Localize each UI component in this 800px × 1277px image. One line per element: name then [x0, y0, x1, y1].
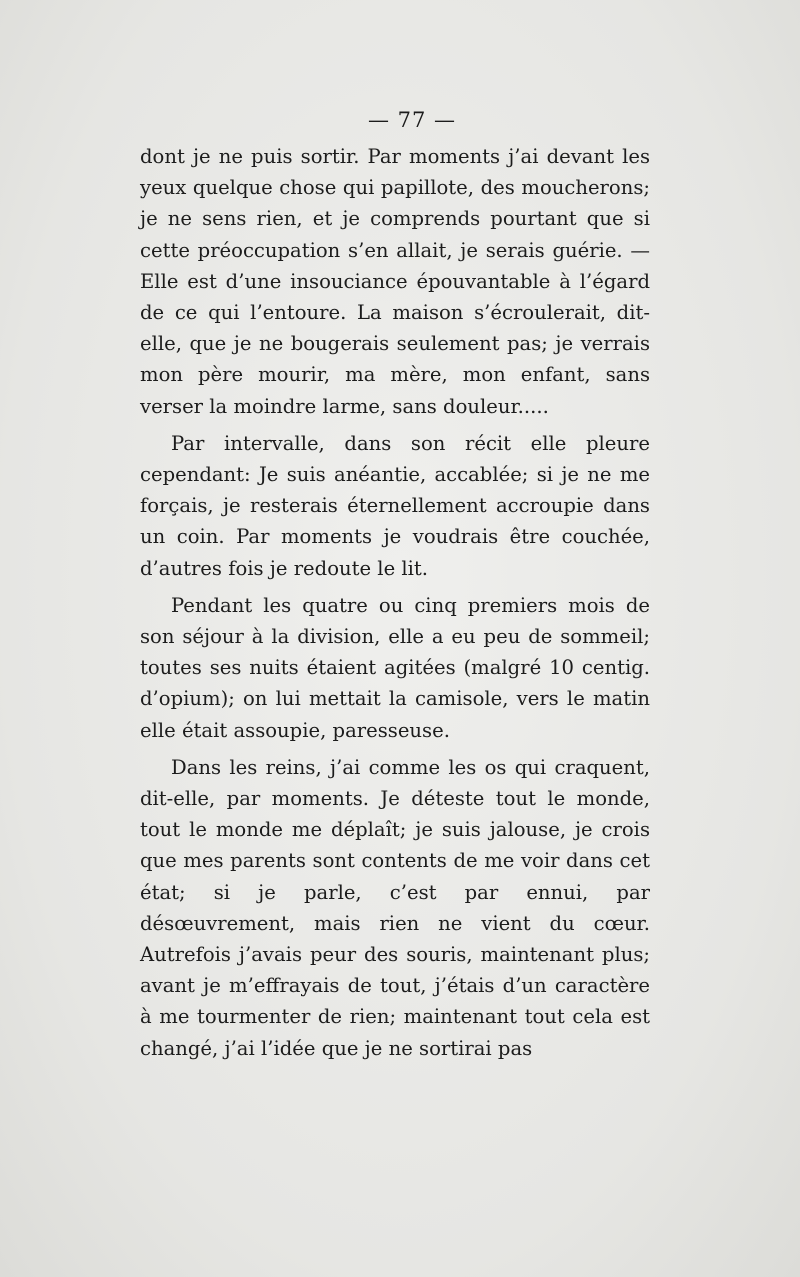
page-number: — 77 — [367, 108, 457, 132]
paragraph-continued: dont je ne puis sortir. Par moments j’ai devant les yeux quelque chose qui papillote, des moucherons; je ne sens rien, et je comprends pourtant que si cette préoccupation s’en allait, je serais guérie. — Elle est d’une insouciance épouvantable à l’égard de ce qui l’entoure. La maison s’écroulerait, dit-elle, que je ne bougerais seulement pas; je verrais mon père mourir, ma mère, mon enfant, sans verser la moindre larme, sans douleur..... [140, 145, 650, 418]
paragraph: Par intervalle, dans son récit elle pleure cependant: Je suis anéantie, accablée; si je ne me forçais, je resterais éternellement accroupie dans un coin. Par moments je voudrais être couchée, d’autres fois je redoute le lit. [140, 431, 650, 580]
body-text [140, 141, 650, 1064]
paragraph: Pendant les quatre ou cinq premiers mois de son séjour à la division, elle a eu peu de sommeil; toutes ses nuits étaient agitées (malgré 10 centig. d’opium); on lui mettait la camisole, vers le matin elle était assoupie, paresseuse. [140, 593, 650, 742]
paragraph: Dans les reins, j’ai comme les os qui craquent, dit-elle, par moments. Je déteste tout le monde, tout le monde me déplaît; je suis jalouse, je crois que mes parents sont contents de me voir dans cet état; si je parle, c’est par ennui, par désœuvrement, mais rien ne vient du cœur. Autrefois j’avais peur des souris, maintenant plus; avant je m’effrayais de tout, j’étais d’un caractère à me tourmenter de rien; maintenant tout cela est changé, j’ai l’idée que je ne sortirai pas [140, 755, 650, 1060]
